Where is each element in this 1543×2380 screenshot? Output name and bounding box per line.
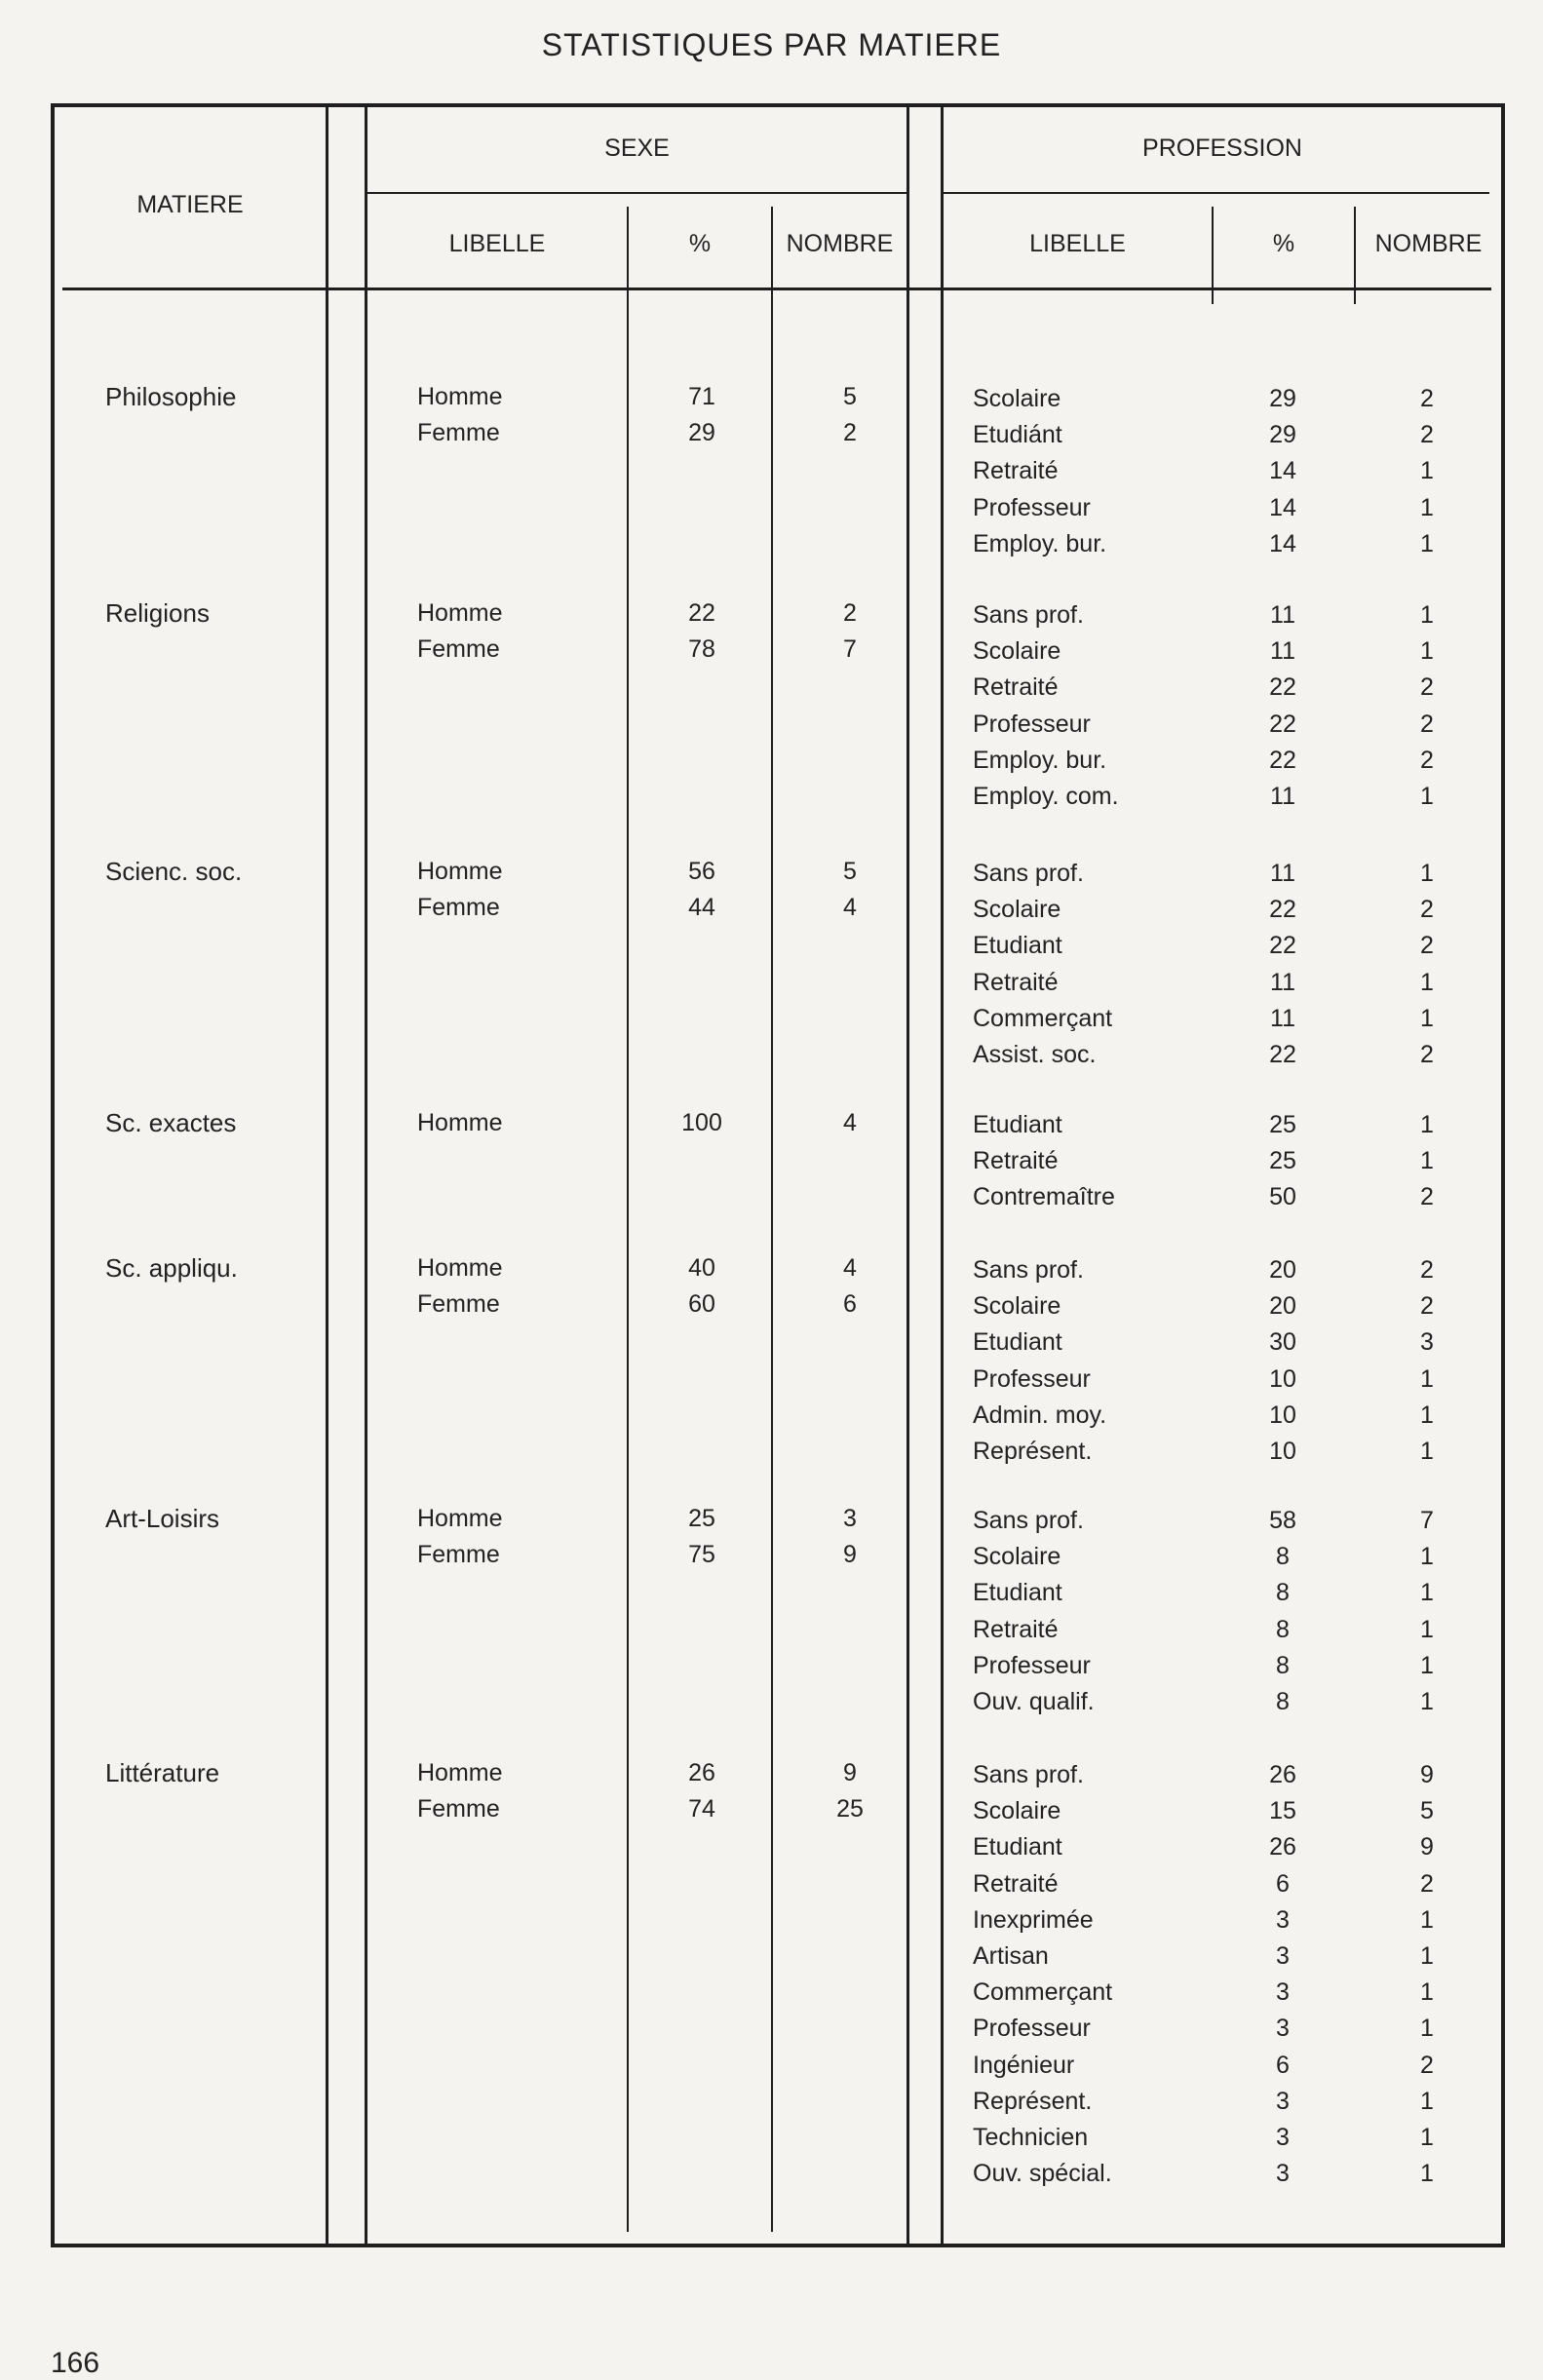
sexe-col-rule-2	[771, 207, 773, 2232]
profession-nombre: 1	[1420, 1543, 1434, 1571]
sexe-libelle: Femme	[417, 1541, 500, 1569]
profession-libelle: Assist. soc.	[973, 1041, 1097, 1068]
table-border-top	[51, 103, 1503, 107]
profession-libelle: Employ. bur.	[973, 746, 1107, 774]
sexe-pct: 100	[681, 1109, 722, 1136]
matiere-label: Religions	[105, 598, 210, 628]
sexe-pct: 74	[688, 1795, 715, 1823]
profession-nombre: 2	[1420, 421, 1434, 449]
profession-pct: 3	[1276, 1942, 1290, 1970]
profession-pct: 11	[1270, 860, 1295, 887]
profession-nombre: 9	[1420, 1761, 1434, 1788]
profession-pct: 3	[1276, 2087, 1290, 2115]
profession-libelle: Représent.	[973, 1438, 1093, 1465]
profession-pct: 11	[1270, 968, 1295, 996]
profession-libelle: Professeur	[973, 493, 1091, 521]
profession-pct: 26	[1269, 1761, 1296, 1788]
profession-libelle: Contremaître	[973, 1183, 1115, 1211]
header-sexe-nombre: NOMBRE	[786, 230, 894, 257]
header-sexe-pct: %	[688, 230, 712, 257]
sexe-libelle: Femme	[417, 1290, 500, 1319]
profession-nombre: 2	[1420, 1041, 1434, 1068]
profession-libelle: Scolaire	[973, 637, 1061, 666]
profession-libelle: Représent.	[973, 2087, 1093, 2115]
sexe-nombre: 7	[843, 635, 857, 664]
profession-nombre: 1	[1420, 2124, 1434, 2151]
profession-nombre: 2	[1420, 932, 1434, 960]
profession-libelle: Retraité	[973, 1869, 1059, 1898]
profession-pct: 22	[1269, 746, 1296, 774]
profession-pct: 30	[1269, 1328, 1296, 1357]
table-border-left	[51, 103, 55, 2247]
profession-nombre: 1	[1420, 1111, 1434, 1138]
profession-libelle: Scolaire	[973, 385, 1061, 412]
sexe-nombre: 2	[843, 599, 857, 627]
sexe-libelle: Homme	[417, 1505, 503, 1532]
profession-nombre: 5	[1420, 1797, 1434, 1825]
matiere-label: Sc. exactes	[105, 1108, 237, 1137]
sexe-pct: 26	[688, 1759, 715, 1786]
profession-nombre: 1	[1420, 601, 1434, 629]
sexe-nombre: 5	[843, 383, 857, 410]
profession-libelle: Commerçant	[973, 1978, 1113, 2007]
profession-pct: 8	[1276, 1615, 1290, 1643]
profession-nombre: 1	[1420, 1438, 1434, 1465]
matiere-label: Scienc. soc.	[105, 857, 243, 886]
matiere-label: Sc. appliqu.	[105, 1253, 238, 1283]
profession-nombre: 2	[1420, 673, 1434, 702]
profession-pct: 8	[1276, 1688, 1290, 1715]
matiere-label: Littérature	[105, 1758, 220, 1787]
sexe-libelle: Femme	[417, 894, 500, 922]
profession-nombre: 1	[1420, 493, 1434, 521]
profession-nombre: 2	[1420, 1869, 1434, 1898]
profession-nombre: 2	[1420, 710, 1434, 738]
table-border-bottom	[51, 2244, 1505, 2247]
sexe-pct: 29	[688, 419, 715, 447]
profession-pct: 25	[1269, 1147, 1296, 1175]
sexe-pct: 25	[688, 1505, 715, 1532]
separator-matiere-sexe-a	[326, 103, 328, 2247]
profession-libelle: Artisan	[973, 1942, 1049, 1970]
profession-libelle: Professeur	[973, 1364, 1091, 1393]
profession-libelle: Ouv. qualif.	[973, 1688, 1095, 1715]
matiere-label: Art-Loisirs	[105, 1504, 220, 1533]
profession-nombre: 1	[1420, 2160, 1434, 2188]
profession-libelle: Retraité	[973, 1615, 1059, 1643]
profession-pct: 26	[1269, 1833, 1296, 1862]
profession-nombre: 1	[1420, 1615, 1434, 1643]
sexe-nombre: 9	[843, 1541, 857, 1569]
sexe-libelle: Homme	[417, 1759, 503, 1786]
profession-pct: 3	[1276, 2015, 1290, 2043]
header-sexe-libelle: LIBELLE	[448, 230, 546, 257]
profession-pct: 20	[1269, 1256, 1296, 1284]
profession-libelle: Scolaire	[973, 896, 1061, 924]
profession-nombre: 1	[1420, 529, 1434, 557]
matiere-label: Philosophie	[105, 382, 237, 411]
profession-pct: 6	[1276, 2051, 1290, 2079]
profession-libelle: Commerçant	[973, 1004, 1113, 1032]
profession-libelle: Etudiant	[973, 1111, 1062, 1138]
separator-sexe-profession-b	[941, 103, 944, 2247]
profession-libelle: Sans prof.	[973, 1507, 1084, 1534]
profession-pct: 20	[1269, 1292, 1296, 1321]
profession-pct: 11	[1270, 1004, 1295, 1032]
profession-libelle: Professeur	[973, 1651, 1091, 1679]
sexe-libelle: Femme	[417, 419, 500, 447]
profession-nombre: 2	[1420, 896, 1434, 924]
profession-pct: 14	[1269, 529, 1296, 557]
sexe-libelle: Homme	[417, 599, 503, 627]
sexe-libelle: Homme	[417, 858, 503, 885]
sexe-nombre: 2	[843, 419, 857, 447]
profession-libelle: Retraité	[973, 968, 1059, 996]
profession-pct: 11	[1270, 601, 1295, 629]
profession-libelle: Professeur	[973, 2015, 1091, 2043]
profession-pct: 10	[1269, 1364, 1296, 1393]
profession-pct: 58	[1269, 1507, 1296, 1534]
sexe-col-rule-1	[627, 207, 629, 2232]
header-matiere: MATIERE	[136, 191, 244, 218]
sexe-libelle: Homme	[417, 1254, 503, 1282]
sexe-pct: 44	[688, 894, 715, 922]
sexe-pct: 56	[688, 858, 715, 885]
profession-libelle: Etudiant	[973, 1579, 1062, 1607]
page-number: 166	[51, 2347, 100, 2379]
profession-nombre: 2	[1420, 2051, 1434, 2079]
profession-libelle: Etudiant	[973, 1328, 1062, 1357]
profession-pct: 25	[1269, 1111, 1296, 1138]
sexe-pct: 60	[688, 1290, 715, 1319]
profession-libelle: Retraité	[973, 1147, 1059, 1175]
header-profession-pct: %	[1272, 230, 1295, 257]
sexe-pct: 40	[688, 1254, 715, 1282]
profession-pct: 15	[1269, 1797, 1296, 1825]
sexe-pct: 22	[688, 599, 715, 627]
profession-nombre: 2	[1420, 385, 1434, 412]
profession-nombre: 1	[1420, 1651, 1434, 1679]
sexe-nombre: 4	[843, 1109, 857, 1136]
profession-nombre: 1	[1420, 1688, 1434, 1715]
profession-libelle: Scolaire	[973, 1797, 1061, 1825]
profession-nombre: 1	[1420, 1978, 1434, 2007]
sexe-libelle: Femme	[417, 635, 500, 664]
profession-pct: 6	[1276, 1869, 1290, 1898]
profession-pct: 10	[1269, 1401, 1296, 1429]
profession-pct: 3	[1276, 1978, 1290, 2007]
profession-pct: 10	[1269, 1438, 1296, 1465]
profession-pct: 22	[1269, 673, 1296, 702]
profession-nombre: 2	[1420, 1292, 1434, 1321]
profession-header-rule	[944, 192, 1489, 194]
profession-pct: 50	[1269, 1183, 1296, 1211]
profession-pct: 8	[1276, 1579, 1290, 1607]
profession-pct: 11	[1270, 637, 1295, 666]
sexe-nombre: 4	[843, 1254, 857, 1282]
sexe-nombre: 6	[843, 1290, 857, 1319]
profession-libelle: Employ. bur.	[973, 529, 1107, 557]
separator-matiere-sexe-b	[365, 103, 367, 2247]
profession-nombre: 1	[1420, 968, 1434, 996]
profession-libelle: Retraité	[973, 457, 1059, 485]
profession-libelle: Scolaire	[973, 1292, 1061, 1321]
sexe-pct: 71	[688, 383, 715, 410]
profession-pct: 29	[1269, 421, 1296, 449]
profession-libelle: Inexprimée	[973, 1905, 1094, 1934]
profession-pct: 3	[1276, 2124, 1290, 2151]
profession-nombre: 9	[1420, 1833, 1434, 1862]
sexe-pct: 78	[688, 635, 715, 664]
profession-nombre: 1	[1420, 1905, 1434, 1934]
profession-nombre: 1	[1420, 1147, 1434, 1175]
profession-nombre: 1	[1420, 1364, 1434, 1393]
profession-nombre: 1	[1420, 637, 1434, 666]
profession-nombre: 1	[1420, 1004, 1434, 1032]
profession-pct: 22	[1269, 896, 1296, 924]
profession-libelle: Ingénieur	[973, 2051, 1075, 2079]
profession-pct: 14	[1269, 493, 1296, 521]
profession-libelle: Technicien	[973, 2124, 1089, 2151]
profession-pct: 8	[1276, 1543, 1290, 1571]
header-sexe: SEXE	[604, 134, 670, 162]
profession-libelle: Admin. moy.	[973, 1401, 1107, 1429]
sexe-nombre: 9	[843, 1759, 857, 1786]
profession-pct: 22	[1269, 710, 1296, 738]
sexe-libelle: Homme	[417, 1109, 503, 1136]
profession-pct: 11	[1270, 783, 1295, 810]
profession-nombre: 1	[1420, 457, 1434, 485]
profession-nombre: 1	[1420, 1579, 1434, 1607]
profession-pct: 3	[1276, 1905, 1290, 1934]
profession-libelle: Scolaire	[973, 1543, 1061, 1571]
profession-nombre: 1	[1420, 2015, 1434, 2043]
profession-nombre: 1	[1420, 1401, 1434, 1429]
profession-libelle: Etudiant	[973, 932, 1062, 960]
profession-nombre: 1	[1420, 2087, 1434, 2115]
profession-pct: 3	[1276, 2160, 1290, 2188]
profession-pct: 29	[1269, 385, 1296, 412]
profession-nombre: 7	[1420, 1507, 1434, 1534]
header-profession-nombre: NOMBRE	[1374, 230, 1483, 257]
profession-libelle: Ouv. spécial.	[973, 2160, 1112, 2188]
sexe-nombre: 5	[843, 858, 857, 885]
profession-nombre: 2	[1420, 746, 1434, 774]
header-bottom-rule	[62, 288, 1491, 290]
profession-libelle: Sans prof.	[973, 1256, 1084, 1284]
sexe-libelle: Homme	[417, 383, 503, 410]
profession-pct: 8	[1276, 1651, 1290, 1679]
sexe-pct: 75	[688, 1541, 715, 1569]
page-title: STATISTIQUES PAR MATIERE	[541, 27, 1002, 62]
profession-nombre: 3	[1420, 1328, 1434, 1357]
profession-nombre: 1	[1420, 1942, 1434, 1970]
sexe-header-rule	[367, 192, 907, 194]
profession-nombre: 2	[1420, 1256, 1434, 1284]
profession-libelle: Sans prof.	[973, 860, 1084, 887]
sexe-nombre: 3	[843, 1505, 857, 1532]
profession-libelle: Professeur	[973, 710, 1091, 738]
profession-libelle: Sans prof.	[973, 1761, 1084, 1788]
profession-pct: 14	[1269, 457, 1296, 485]
header-profession-libelle: LIBELLE	[1029, 230, 1126, 257]
sexe-nombre: 25	[836, 1795, 864, 1823]
header-profession: PROFESSION	[1142, 134, 1302, 162]
profession-libelle: Retraité	[973, 673, 1059, 702]
profession-pct: 22	[1269, 932, 1296, 960]
profession-nombre: 1	[1420, 783, 1434, 810]
sexe-libelle: Femme	[417, 1795, 500, 1823]
profession-pct: 22	[1269, 1041, 1296, 1068]
profession-libelle: Sans prof.	[973, 601, 1084, 629]
profession-nombre: 2	[1420, 1183, 1434, 1211]
profession-libelle: Employ. com.	[973, 783, 1119, 810]
profession-libelle: Etudiant	[973, 1833, 1062, 1862]
profession-nombre: 1	[1420, 860, 1434, 887]
profession-libelle: Etudiánt	[973, 421, 1062, 449]
sexe-nombre: 4	[843, 894, 857, 922]
